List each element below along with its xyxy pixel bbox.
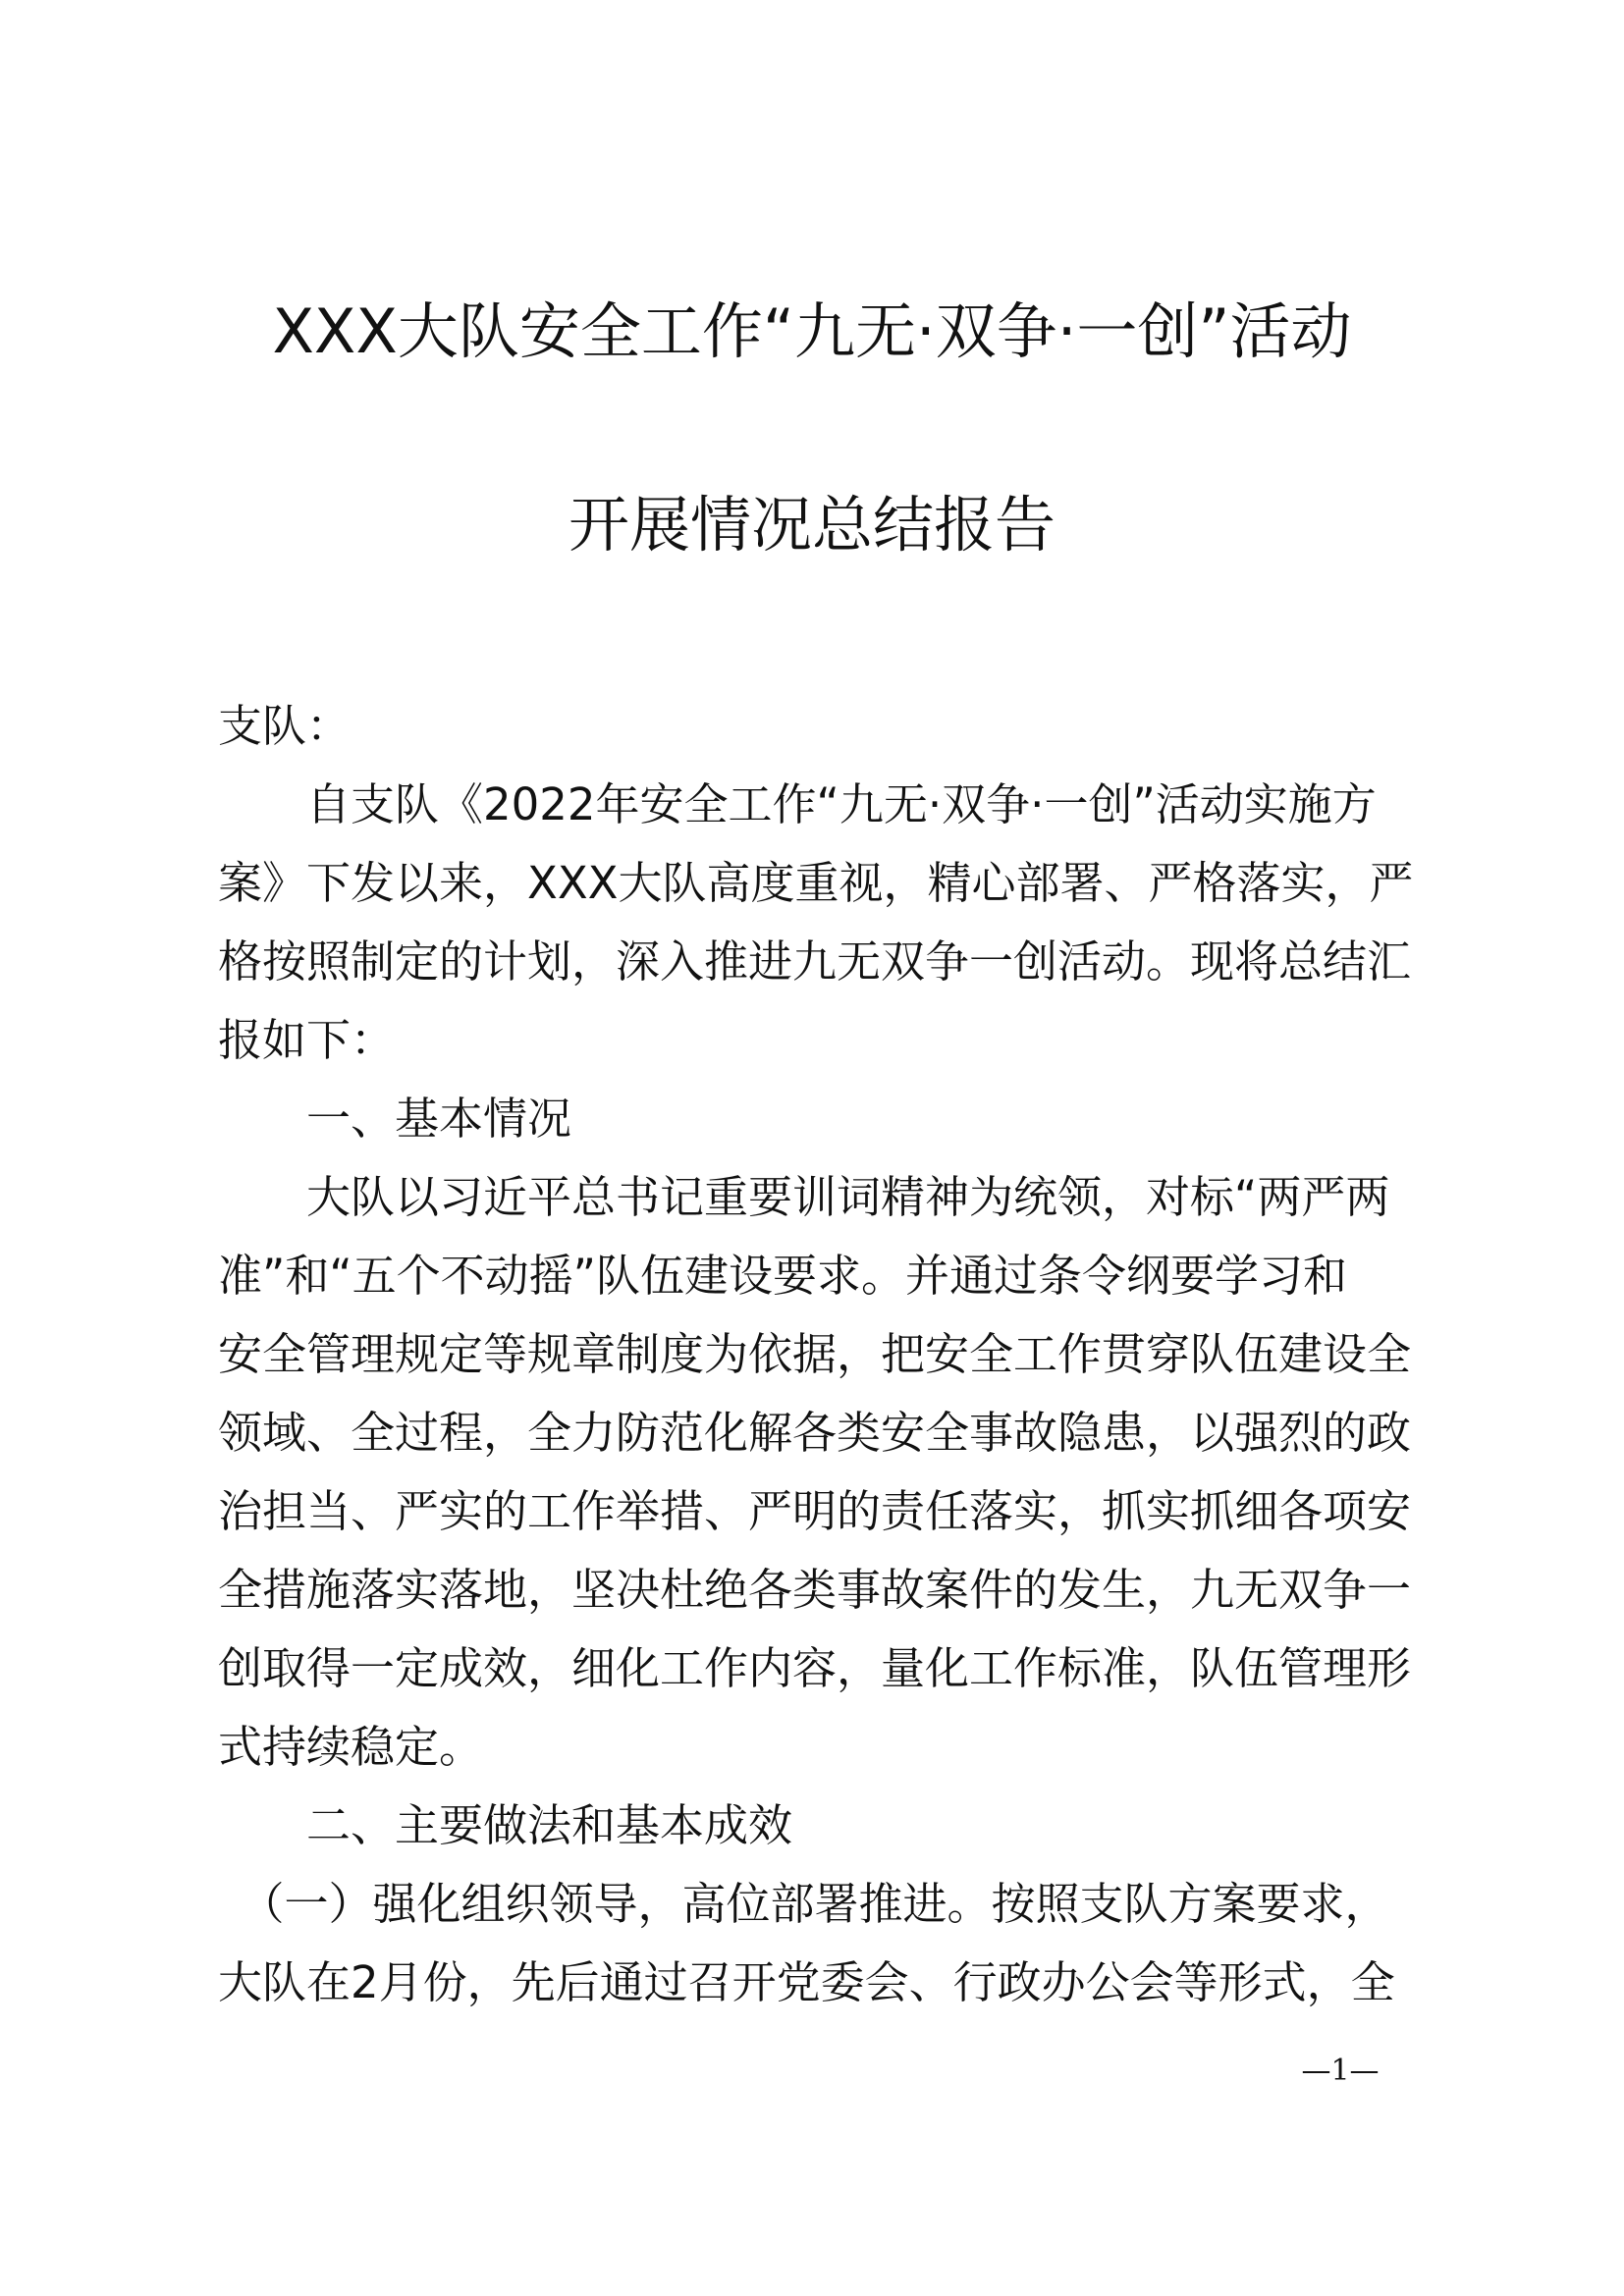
document-title-line-1: XXX大队安全工作“九无·双争·一创”活动 — [272, 295, 1352, 367]
page-number: —1— — [1301, 2054, 1380, 2088]
paragraph-intro — [218, 766, 1431, 1080]
salutation: 支队： — [218, 700, 352, 752]
text-line: 自支队《2022年安全工作“九无·双争·一创”活动实施方 — [218, 778, 1377, 830]
paragraph-organization-leadership — [218, 1865, 1431, 2022]
text-line: 领域、全过程，全力防范化解各类安全事故隐患，以强烈的政 — [218, 1407, 1412, 1459]
text-line: 全措施落实落地，坚决杜绝各类事故案件的发生，九无双争一 — [218, 1564, 1412, 1616]
section-heading-main-practices: 二、主要做法和基本成效 — [218, 1799, 793, 1851]
text-line: 安全管理规定等规章制度为依据，把安全工作贯穿队伍建设全 — [218, 1328, 1412, 1380]
text-line: （一）强化组织领导，高位部署推进。按照支队方案要求， — [218, 1878, 1389, 1930]
text-line: 治担当、严实的工作举措、严明的责任落实，抓实抓细各项安 — [218, 1485, 1412, 1537]
text-line: 大队以习近平总书记重要训词精神为统领，对标“两严两 — [218, 1171, 1390, 1223]
text-line: 报如下： — [218, 1014, 396, 1066]
paragraph-basic-situation — [218, 1158, 1431, 1787]
text-line: 案》下发以来，XXX大队高度重视，精心部署、严格落实，严 — [218, 857, 1414, 909]
document-title-line-2: 开展情况总结报告 — [568, 489, 1056, 561]
section-heading-basic-situation: 一、基本情况 — [218, 1093, 572, 1145]
text-line: 准”和“五个不动摇”队伍建设要求。并通过条令纲要学习和 — [218, 1250, 1347, 1302]
text-line: 创取得一定成效，细化工作内容，量化工作标准，队伍管理形 — [218, 1642, 1412, 1694]
text-line: 式持续稳定。 — [218, 1721, 484, 1773]
text-line: 格按照制定的计划，深入推进九无双争一创活动。现将总结汇 — [218, 935, 1412, 988]
text-line: 大队在2月份，先后通过召开党委会、行政办公会等形式，全 — [218, 1956, 1395, 2008]
